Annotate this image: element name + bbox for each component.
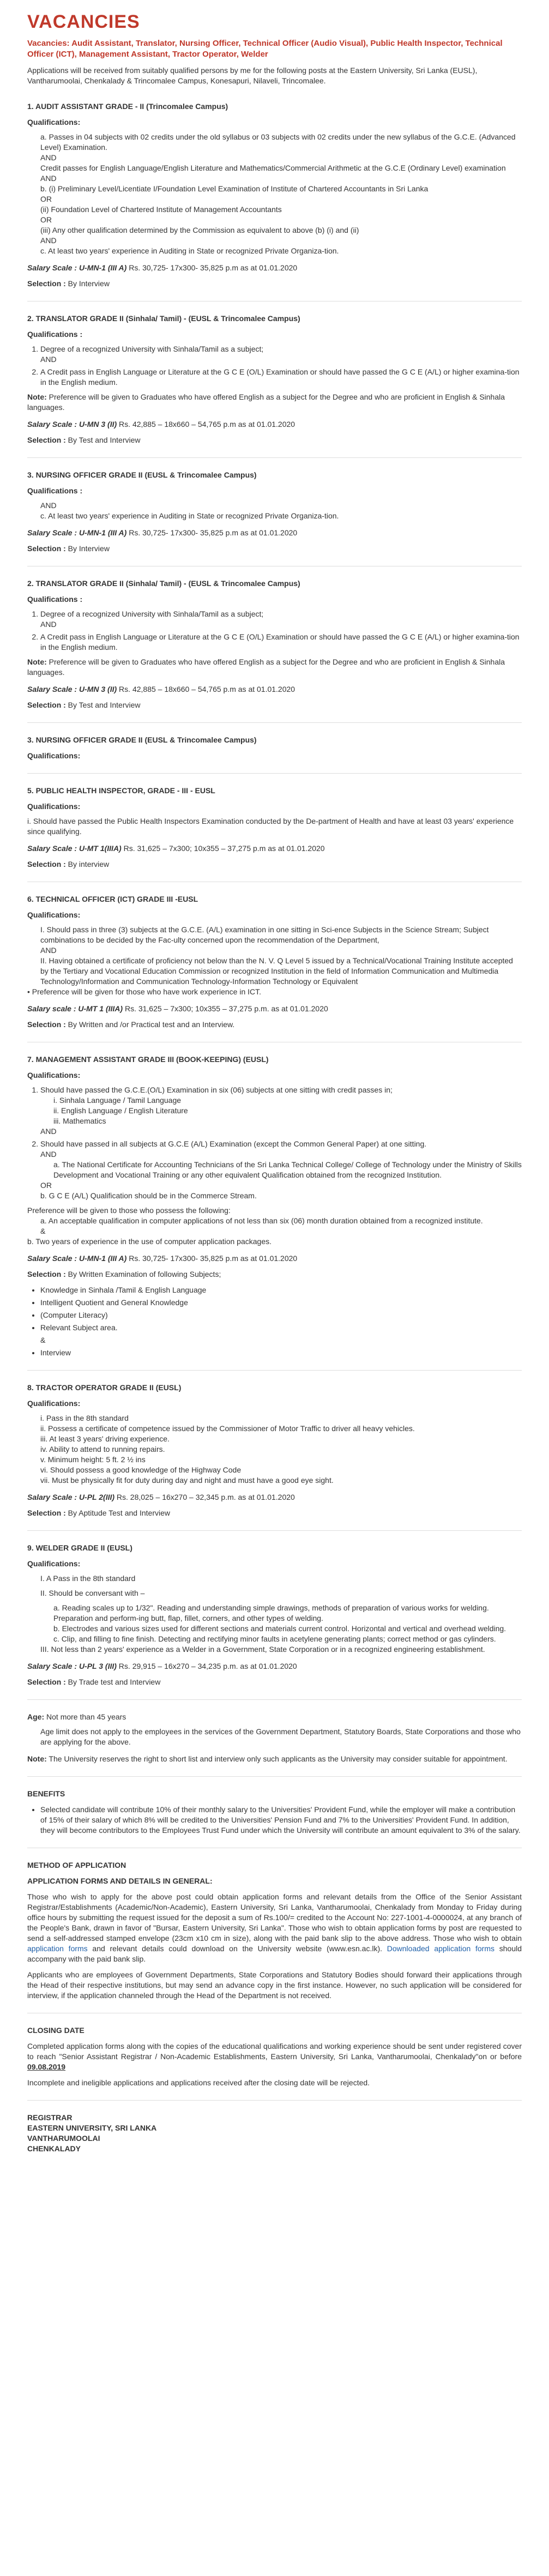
qual-item: b. Electrodes and various sizes used for different sections and materials current control. Horizontal and vertical and overhead welding. (53, 1624, 506, 1633)
divider (27, 1776, 522, 1777)
qual-item: c. Clip, and filling to fine finish. Detecting and rectifying minor faults in acetylene generating plants; correct method or gas cylinders. (53, 1634, 496, 1643)
selection-label: Selection : (27, 436, 66, 444)
selection-label: Selection : (27, 1509, 66, 1517)
qualifications-heading: Qualifications : (27, 595, 83, 604)
qualifications-list (27, 1085, 522, 1201)
closing-paragraph (27, 2041, 522, 2072)
connector: AND (40, 501, 57, 510)
selection (27, 859, 522, 870)
selection (27, 1019, 522, 1030)
section-translator (27, 313, 522, 445)
connector: OR (40, 1181, 52, 1190)
section-nursing-officer-repeat (27, 735, 522, 761)
divider (27, 1699, 522, 1700)
benefits-list (27, 1805, 522, 1836)
qualifications-list (27, 925, 522, 987)
list-item: 2. A Credit pass in English Language or Literature at the G C E (O/L) Examination or should have passed the G C E (A/L) or higher examina-tion in the English medium. (40, 367, 522, 388)
qualifications-heading: Qualifications : (27, 330, 83, 339)
section-title: 7. MANAGEMENT ASSISTANT GRADE III (BOOK-KEEPING) (EUSL) (27, 1055, 269, 1064)
salary-scale (27, 1253, 522, 1264)
subject-item: ii. English Language / English Literature (53, 1106, 188, 1115)
qualifications-heading: Qualifications: (27, 118, 81, 126)
section-public-health-inspector (27, 786, 522, 870)
salary-label: Salary Scale : U-MN-1 (III A) (27, 263, 127, 272)
selection (27, 435, 522, 445)
salary-scale (27, 1661, 522, 1672)
selection-value: By Aptitude Test and Interview (65, 1509, 170, 1517)
benefits-title: BENEFITS (27, 1789, 65, 1798)
qualifications-list (27, 609, 522, 653)
salary-scale (27, 263, 522, 273)
divider (27, 2100, 522, 2101)
closing-text: Completed application forms along with the copies of the educational qualifications and working experience should be sent under registered cover to reach "Senior Assistant Registrar / Non-Academic Establishments, Eastern University, Sri Lanka, Vantharumoolai, Chenkalady"on or before (27, 2042, 522, 2061)
salary-scale (27, 1492, 522, 1503)
section-title: 9. WELDER GRADE II (EUSL) (27, 1543, 132, 1552)
note-text: Preference will be given to Graduates who have offered English as a subject for the Degree and who are proficient in English & Sinhala languages. (27, 393, 505, 412)
connector: OR (40, 195, 52, 203)
application-forms-link[interactable]: application forms (27, 1944, 88, 1953)
list-item: • Intelligent Quotient and General Knowledge (40, 1298, 522, 1308)
downloaded-forms-link[interactable]: Downloaded application forms (387, 1944, 495, 1953)
connector: AND (40, 1150, 57, 1159)
selection-value: By Interview (65, 279, 110, 288)
section-translator-repeat (27, 578, 522, 710)
salary-label: Salary scale : U-MT 1 (IIIA) (27, 1004, 123, 1013)
salary-value: Rs. 31,625 – 7x300; 10x355 – 37,275 p.m. as at 01.01.2020 (123, 1004, 328, 1013)
selection (27, 700, 522, 710)
preference-heading: Preference will be given to those who possess the following: (27, 1206, 231, 1215)
preference-item: b. Two years of experience in the use of computer application packages. (27, 1237, 272, 1246)
section-title: 3. NURSING OFFICER GRADE II (EUSL & Trincomalee Campus) (27, 470, 257, 479)
salary-value: Rs. 42,885 – 18x660 – 54,765 p.m as at 01.01.2020 (117, 685, 295, 693)
age-limit-text: Age limit does not apply to the employees in the services of the Government Department, Statutory Boards, State Corporations and those who are applying for the above. (40, 1727, 521, 1746)
exam-subject-list (27, 1285, 522, 1358)
connector: OR (40, 215, 52, 224)
salary-label: Salary Scale : U-PL 3 (III) (27, 1662, 117, 1670)
qualifications-heading: Qualifications: (27, 1559, 81, 1568)
qualifications-list (27, 1573, 522, 1655)
section-nursing-officer (27, 470, 522, 554)
selection-label: Selection : (27, 701, 66, 709)
salary-scale (27, 684, 522, 695)
section-title: 2. TRANSLATOR GRADE II (Sinhala/ Tamil) - (EUSL & Trincomalee Campus) (27, 579, 300, 588)
section-title: 8. TRACTOR OPERATOR GRADE II (EUSL) (27, 1383, 182, 1392)
selection-value: By Test and Interview (65, 701, 141, 709)
method-text: Those who wish to apply for the above post could obtain application forms and relevant details from the Office of the Senior Assistant Registrar/Establishments (Academic/Non-Academic), Eastern University, Sri Lanka, Vantharumoolai, Chenkalady from Monday to Friday during office hours by submitting the request issued for the deposit a sum of Rs.100/= credited to the Account No: 227-1001-4-0000024, at any branch of the People's Bank, drawn in favor of "Bursar, Eastern University, Sri Lanka". Those who wish to obtain application forms by post are requested to send a self-addressed stamped envelope (23cm x10 cm in size), along with the paid bank slip to the above address. Those who wish to obtain (27, 1892, 522, 1942)
signature-line: VANTHARUMOOLAI (27, 2134, 100, 2143)
salary-label: Salary Scale : U-PL 2(III) (27, 1493, 115, 1501)
closing-title: CLOSING DATE (27, 2026, 85, 2035)
qual-item: i. Pass in the 8th standard (40, 1414, 129, 1422)
note-label: Note: (27, 1754, 47, 1763)
qual-item: Should have passed in all subjects at G.C.E (A/L) Examination (except the Common General Paper) at one sitting. (40, 1139, 427, 1148)
note-text: The University reserves the right to short list and interview only such applicants as the University may consider suitable for appointment. (46, 1754, 508, 1763)
qual-item: iii. At least 3 years' driving experience. (40, 1434, 170, 1443)
section-audit-assistant (27, 101, 522, 289)
salary-label: Salary Scale : U-MN 3 (II) (27, 420, 117, 429)
divider (27, 1530, 522, 1531)
divider (27, 457, 522, 458)
section-title: 2. TRANSLATOR GRADE II (Sinhala/ Tamil) - (EUSL & Trincomalee Campus) (27, 314, 300, 323)
salary-scale (27, 419, 522, 430)
section-management-assistant (27, 1054, 522, 1358)
connector: AND (40, 174, 57, 183)
qualifications-heading: Qualifications : (27, 486, 83, 495)
age-label: Age: (27, 1712, 45, 1721)
qualifications-heading: Qualifications: (27, 910, 81, 919)
qual-item: vii. Must be physically fit for duty during day and night and must have a good eye sight. (40, 1476, 334, 1485)
salary-scale (27, 1004, 522, 1014)
qualifications-list (27, 500, 522, 521)
selection-label: Selection : (27, 544, 66, 553)
connector: AND (40, 355, 57, 364)
salary-label: Salary Scale : U-MN 3 (II) (27, 685, 117, 693)
selection (27, 1677, 522, 1687)
qual-item: c. At least two years' experience in Auditing in State or recognized Private Organiza-tion. (40, 511, 339, 520)
selection-value: By Written Examination of following Subjects; (65, 1270, 221, 1278)
method-paragraph (27, 1892, 522, 1964)
benefits-section (27, 1789, 522, 1836)
signature-line: EASTERN UNIVERSITY, SRI LANKA (27, 2123, 157, 2132)
qualifications-list (27, 344, 522, 388)
closing-section (27, 2025, 522, 2088)
qual-item: iv. Ability to attend to running repairs. (40, 1445, 165, 1453)
selection (27, 1508, 522, 1518)
method-subtitle: APPLICATION FORMS AND DETAILS IN GENERAL: (27, 1877, 213, 1885)
selection (27, 544, 522, 554)
salary-label: Salary Scale : U-MT 1(IIIA) (27, 844, 122, 853)
selection-label: Selection : (27, 279, 66, 288)
qual-item: a. Passes in 04 subjects with 02 credits under the old syllabus or 03 subjects with 02 credits under the new syllabus of the G.C.E. (Advanced Level) Examination. (40, 132, 516, 152)
subject-item: i. Sinhala Language / Tamil Language (53, 1096, 182, 1105)
method-section (27, 1860, 522, 2001)
salary-label: Salary Scale : U-MN-1 (III A) (27, 1254, 127, 1263)
sub-list (40, 1603, 522, 1644)
selection-value: By Test and Interview (65, 436, 141, 444)
signature-line: REGISTRAR (27, 2113, 73, 2122)
salary-label: Salary Scale : U-MN-1 (III A) (27, 528, 127, 537)
section-title: 1. AUDIT ASSISTANT GRADE - II (Trincomalee Campus) (27, 102, 228, 111)
connector: AND (40, 236, 57, 245)
qualifications-heading: Qualifications: (27, 1399, 81, 1408)
qualifications-list (27, 132, 522, 256)
method-title: METHOD OF APPLICATION (27, 1861, 126, 1869)
qual-item: (iii) Any other qualification determined by the Commission as equivalent to above (b) (i) and (ii) (40, 226, 359, 234)
salary-scale (27, 528, 522, 538)
selection-value: By Trade test and Interview (65, 1678, 161, 1686)
selection-value: By Written and /or Practical test and an Interview. (65, 1020, 235, 1029)
qual-item: b. (i) Preliminary Level/Licentiate I/Foundation Level Examination of Institute of Chartered Accountants in Sri Lanka (40, 184, 429, 193)
qual-item: b. G C E (A/L) Qualification should be in the Commerce Stream. (40, 1191, 257, 1200)
selection (27, 1269, 522, 1280)
spacer (40, 1598, 522, 1603)
qual-item: Credit passes for English Language/English Literature and Mathematics/Commercial Arithmetic at the G.C.E (Ordinary Level) examination (40, 164, 506, 172)
divider (27, 722, 522, 723)
qual-item: III. Not less than 2 years' experience as a Welder in a Government, State Corporation or in a recognized engineering establishment. (40, 1645, 485, 1654)
page-title: VACANCIES (27, 11, 140, 32)
selection-label: Selection : (27, 860, 66, 868)
salary-value: Rs. 29,915 – 16x270 – 34,235 p.m. as at 01.01.2020 (116, 1662, 297, 1670)
connector: AND (40, 620, 57, 629)
list-item: • Selected candidate will contribute 10% of their monthly salary to the Universities' Provident Fund, while the employer will make a contribution of 15% of their salary of which 8% will be credited to the Universities' Pension Fund and 7% to the Universities' Provident Fund. In addition, they will become contributors to the Employees Trust Fund under which the University will contribute an amount equivalent to 3% of the salary. (40, 1805, 522, 1836)
section-technical-officer-ict (27, 894, 522, 1030)
selection-value: By Interview (65, 544, 110, 553)
spacer (40, 1584, 522, 1588)
intro-text: Applications will be received from suitably qualified persons by me for the following posts at the Eastern University, Sri Lanka (EUSL), Vantharumoolai, Chenkalady & Trincomalee Campus, Konesapuri, Nilaveli, Trincomalee. (27, 66, 478, 85)
list-item: 2. A Credit pass in English Language or Literature at the G C E (O/L) Examination or should have passed the G C E (A/L) or higher examina-tion in the English medium. (40, 632, 522, 653)
signature-line: CHENKALADY (27, 2144, 81, 2153)
salary-scale (27, 843, 522, 854)
list-item: • (Computer Literacy) (40, 1310, 522, 1320)
salary-value: Rs. 42,885 – 18x660 – 54,765 p.m as at 01.01.2020 (117, 420, 295, 429)
qual-item: Should have passed the G.C.E.(O/L) Examination in six (06) subjects at one sitting with credit passes in; (40, 1085, 393, 1094)
qual-item: c. At least two years' experience in Auditing in State or recognized Private Organiza-tion. (40, 246, 339, 255)
note-label: Note: (27, 657, 47, 666)
preference-text: • Preference will be given for those who have work experience in ICT. (27, 987, 262, 996)
salary-value: Rs. 30,725- 17x300- 35,825 p.m as at 01.01.2020 (126, 263, 298, 272)
salary-value: Rs. 30,725- 17x300- 35,825 p.m as at 01.01.2020 (126, 1254, 298, 1263)
list-item (40, 609, 522, 630)
qual-item: (ii) Foundation Level of Chartered Institute of Management Accountants (40, 205, 282, 214)
qual-item: I. Should pass in three (3) subjects at the G.C.E. (A/L) examination in one sitting in Sci-ence Subjects in the Science Stream; Subject combinations to be decided by the Fac-ulty concerned upon the recommendation of the Department, (40, 925, 489, 944)
method-paragraph-2: Applicants who are employees of Government Departments, State Corporations and Statutory Bodies should forward their applications through the Head of their respective institutions, but may send an advance copy in the first instance. However, no such application will be considered for interview, if the application channeled through the Head of the Department is not received. (27, 1970, 522, 2000)
qualifications-list (27, 1413, 522, 1486)
list-item: • Knowledge in Sinhala /Tamil & English Language (40, 1285, 522, 1295)
qual-item: v. Minimum height: 5 ft. 2 ½ ins (40, 1455, 146, 1464)
salary-value: Rs. 30,725- 17x300- 35,825 p.m as at 01.01.2020 (126, 528, 298, 537)
qualifications-heading: Qualifications: (27, 751, 81, 760)
connector: AND (40, 1127, 57, 1136)
selection-label: Selection : (27, 1270, 66, 1278)
subject-item: iii. Mathematics (53, 1117, 106, 1125)
preference-list (27, 1216, 522, 1236)
age-value: Not more than 45 years (44, 1712, 126, 1721)
subject-list (40, 1095, 522, 1126)
qual-item: ii. Possess a certificate of competence issued by the Commissioner of Motor Traffic to driver all heavy vehicles. (40, 1424, 415, 1433)
section-title: 3. NURSING OFFICER GRADE II (EUSL & Trincomalee Campus) (27, 735, 257, 744)
age-section (27, 1712, 522, 1764)
qual-item: II. Should be conversant with – (40, 1589, 145, 1597)
section-welder (27, 1543, 522, 1687)
selection-value: By interview (65, 860, 110, 868)
list-item (40, 344, 522, 365)
page-subtitle: Vacancies: Audit Assistant, Translator, Nursing Officer, Technical Officer (Audio Visual), Public Health Inspector, Technical Officer (ICT), Management Assistant, Tractor Operator, Welder (27, 39, 503, 59)
connector: AND (40, 153, 57, 162)
selection (27, 279, 522, 289)
salary-value: Rs. 28,025 – 16x270 – 32,345 p.m. as at 01.01.2020 (114, 1493, 295, 1501)
section-tractor-operator (27, 1383, 522, 1518)
divider (27, 773, 522, 774)
note-text: Preference will be given to Graduates who have offered English as a subject for the Degree and who are proficient in English & Sinhala languages. (27, 657, 505, 677)
note-label: Note: (27, 393, 47, 401)
section-title: 5. PUBLIC HEALTH INSPECTOR, GRADE - III - EUSL (27, 786, 215, 795)
list-item: • Interview (40, 1348, 522, 1358)
preference-item: a. An acceptable qualification in computer applications of not less than six (06) month duration obtained from a recognized institute. (40, 1216, 483, 1225)
note (27, 1754, 522, 1764)
list-item: & (40, 1336, 46, 1344)
connector: AND (40, 946, 57, 955)
closing-paragraph-2: Incomplete and ineligible applications and applications received after the closing date will be rejected. (27, 2078, 370, 2087)
qual-item: i. Should have passed the Public Health Inspectors Examination conducted by the De-partment of Health and have at least 03 years' experience since qualifying. (27, 817, 514, 836)
note (27, 657, 522, 678)
qualifications-heading: Qualifications: (27, 1071, 81, 1079)
age-line (27, 1712, 522, 1722)
list-item (40, 1139, 522, 1201)
qual-item: a. The National Certificate for Accounting Technicians of the Sri Lanka Technical College/ College of Technology under the Ministry of Skills Development and Vocational Training or any other equivalent Qualification obtained from the recognized Institution. (53, 1160, 522, 1179)
method-text: should accompany with the paid bank slip. (27, 1944, 522, 1963)
qual-item: I. A Pass in the 8th standard (40, 1574, 136, 1583)
selection-label: Selection : (27, 1678, 66, 1686)
closing-date: 09.08.2019 (27, 2062, 66, 2071)
note (27, 392, 522, 413)
qual-item: Degree of a recognized University with Sinhala/Tamil as a subject; (40, 610, 264, 618)
qual-item: II. Having obtained a certificate of proficiency not below than the N. V. Q Level 5 issued by a Technical/Vocational Training Institute accepted by the Tertiary and Vocational Education Commission or recognized Institution in the field of Information Communication and Multimedia Technology/Information and Communication Technology-Information Technology or Equivalent (40, 956, 513, 986)
salary-value: Rs. 31,625 – 7x300; 10x355 – 37,275 p.m as at 01.01.2020 (121, 844, 325, 853)
signature-block (27, 2113, 522, 2154)
list-item: • Relevant Subject area. (40, 1323, 522, 1333)
method-text: and relevant details could download on the University website (www.esn.ac.lk). (87, 1944, 382, 1953)
selection-label: Selection : (27, 1020, 66, 1029)
section-title: 6. TECHNICAL OFFICER (ICT) GRADE III -EUSL (27, 895, 198, 903)
divider (27, 1370, 522, 1371)
qualifications-heading: Qualifications: (27, 802, 81, 811)
qual-item: Degree of a recognized University with Sinhala/Tamil as a subject; (40, 345, 264, 353)
qual-item: vi. Should possess a good knowledge of the Highway Code (40, 1465, 242, 1474)
connector: & (40, 1227, 46, 1235)
qual-item: a. Reading scales up to 1/32". Reading and understanding simple drawings, methods of preparation of various works for welding. Preparation and perform-ing butt, flap, fillet, corners, and other types of welding. (53, 1603, 489, 1622)
list-item (40, 1085, 522, 1137)
